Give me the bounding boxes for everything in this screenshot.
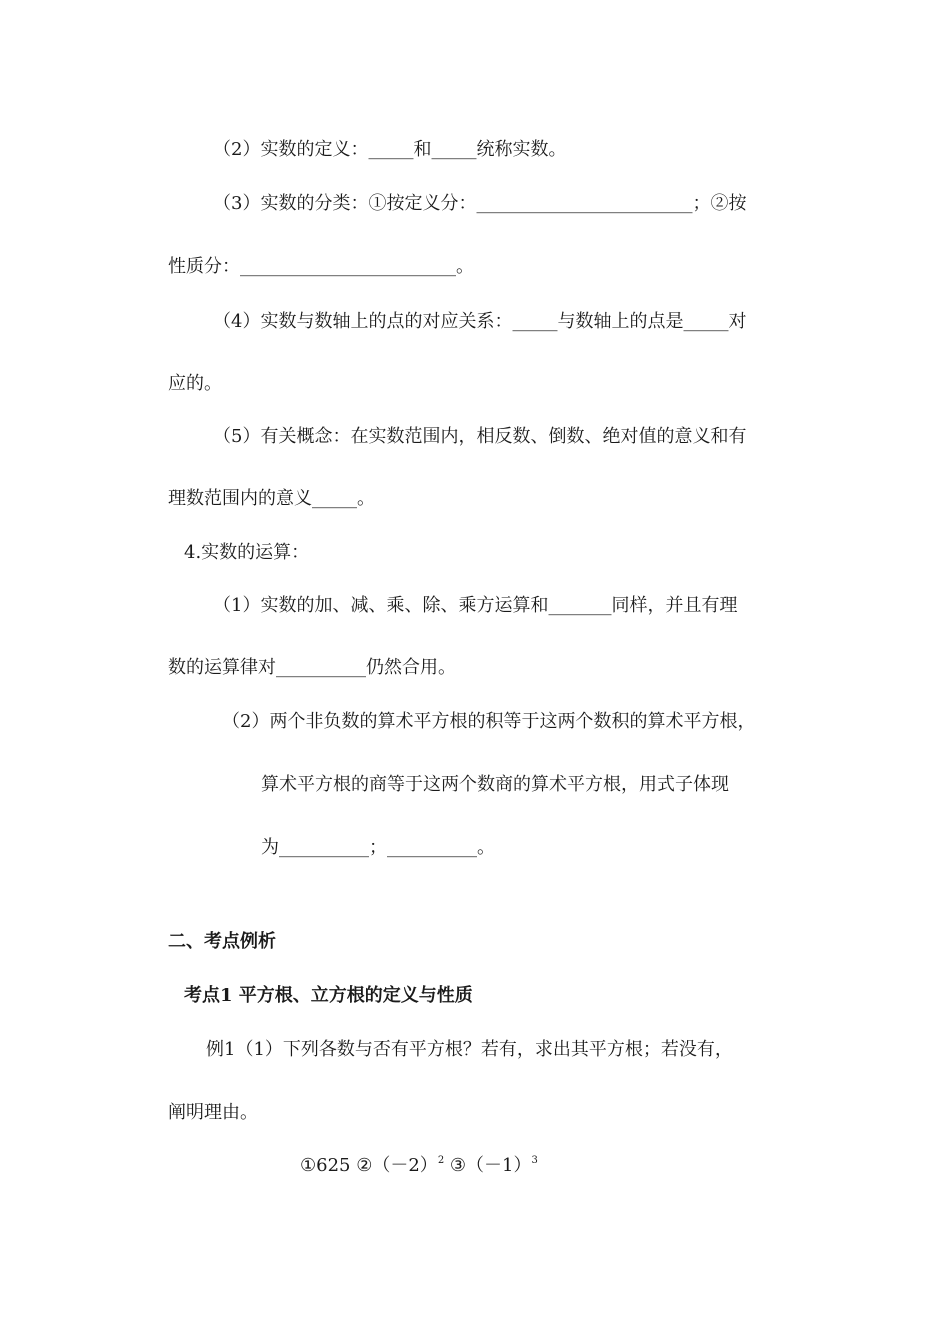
formula-part: ③（－1） [444, 1155, 532, 1176]
section-heading-operations: 4.实数的运算： [184, 542, 310, 563]
text-line: 算术平方根的商等于这两个数商的算术平方根，用式子体现 [261, 774, 729, 795]
text-line: 数的运算律对__________仍然合用。 [168, 657, 456, 678]
topic-heading: 考点1 平方根、立方根的定义与性质 [184, 985, 473, 1006]
example-question: 例1（1）下列各数与否有平方根？若有，求出其平方根；若没有， [206, 1039, 733, 1060]
superscript: 2 [437, 1155, 445, 1166]
text-line: 为__________；__________。 [261, 837, 495, 858]
section-heading-examples: 二、考点例析 [168, 931, 276, 952]
text-line: （5）有关概念：在实数范围内，相反数、倒数、绝对值的意义和有 [213, 426, 747, 447]
text-line: （2）两个非负数的算术平方根的积等于这两个数积的算术平方根， [222, 711, 756, 732]
superscript: 3 [531, 1155, 538, 1166]
text-line: （3）实数的分类：①按定义分：________________________；②按 [213, 193, 747, 214]
text-line: 理数范围内的意义_____。 [168, 488, 375, 509]
text-line: 应的。 [168, 373, 222, 394]
formula-line [300, 1154, 538, 1178]
text-line: （2）实数的定义：_____和_____统称实数。 [213, 139, 567, 160]
text-line: （4）实数与数轴上的点的对应关系：_____与数轴上的点是_____对 [213, 311, 747, 332]
text-line: 性质分：________________________。 [168, 256, 474, 277]
text-line: （1）实数的加、减、乘、除、乘方运算和_______同样，并且有理 [213, 595, 738, 616]
text-line: 阐明理由。 [168, 1102, 258, 1123]
formula-part: ①625 ②（－2） [300, 1155, 438, 1176]
